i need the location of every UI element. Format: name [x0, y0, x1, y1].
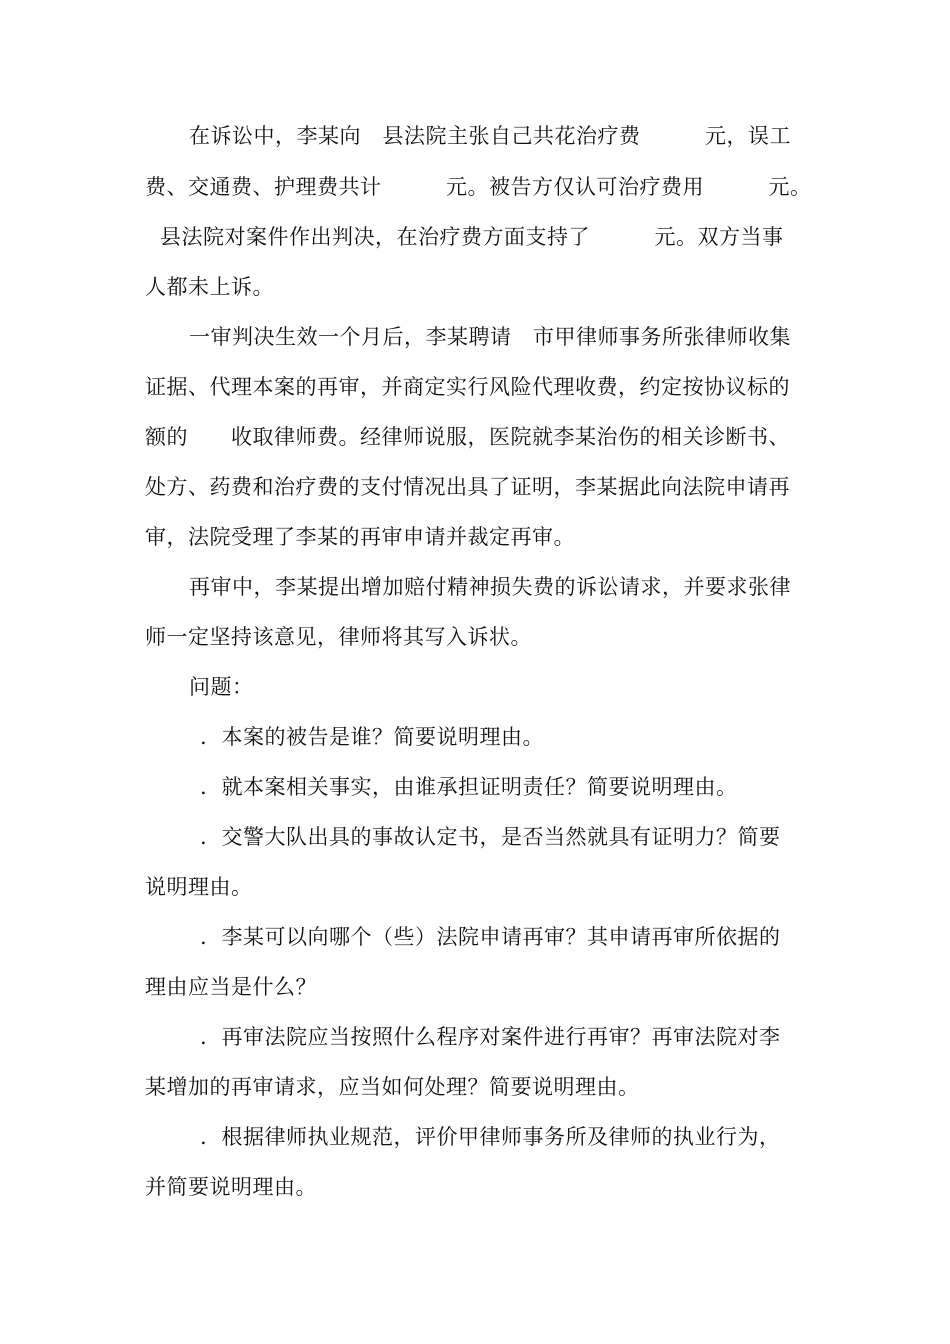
question-item: . 再审法院应当按照什么程序对案件进行再审？再审法院对李 [200, 1025, 781, 1049]
paragraph-line: 人都未上诉。 [145, 275, 274, 299]
paragraph-line: 审，法院受理了李某的再审申请并裁定再审。 [145, 525, 575, 549]
paragraph-line: 处方、药费和治疗费的支付情况出具了证明，李某据此向法院申请再 [145, 475, 790, 499]
question-item: . 交警大队出具的事故认定书，是否当然就具有证明力？简要 [200, 825, 781, 849]
question-item: . 本案的被告是谁？简要说明理由。 [200, 725, 545, 749]
questions-heading: 问题： [189, 675, 254, 699]
question-item-continued: 并简要说明理由。 [145, 1175, 317, 1199]
paragraph-line: 县法院对案件作出判决，在治疗费方面支持了 元。双方当事 [160, 225, 784, 249]
question-item-continued: 理由应当是什么？ [145, 975, 317, 999]
paragraph-line: 证据、代理本案的再审，并商定实行风险代理收费，约定按协议标的 [145, 375, 790, 399]
paragraph-line: 额的 收取律师费。经律师说服，医院就李某治伤的相关诊断书、 [145, 425, 790, 449]
question-item: . 李某可以向哪个（些）法院申请再审？其申请再审所依据的 [200, 925, 781, 949]
question-item-continued: 说明理由。 [145, 875, 253, 899]
question-item-continued: 某增加的再审请求，应当如何处理？简要说明理由。 [145, 1075, 640, 1099]
paragraph-line: 一审判决生效一个月后，李某聘请 市甲律师事务所张律师收集 [189, 325, 791, 349]
paragraph-line: 师一定坚持该意见，律师将其写入诉状。 [145, 625, 532, 649]
paragraph-line: 在诉讼中，李某向 县法院主张自己共花治疗费 元，误工 [189, 124, 791, 148]
paragraph-line: 再审中，李某提出增加赔付精神损失费的诉讼请求，并要求张律 [189, 575, 791, 599]
paragraph-line: 费、交通费、护理费共计 元。被告方仅认可治疗费用 元。 [145, 175, 812, 199]
question-item: . 就本案相关事实，由谁承担证明责任？简要说明理由。 [200, 775, 738, 799]
question-item: . 根据律师执业规范，评价甲律师事务所及律师的执业行为， [200, 1125, 781, 1149]
